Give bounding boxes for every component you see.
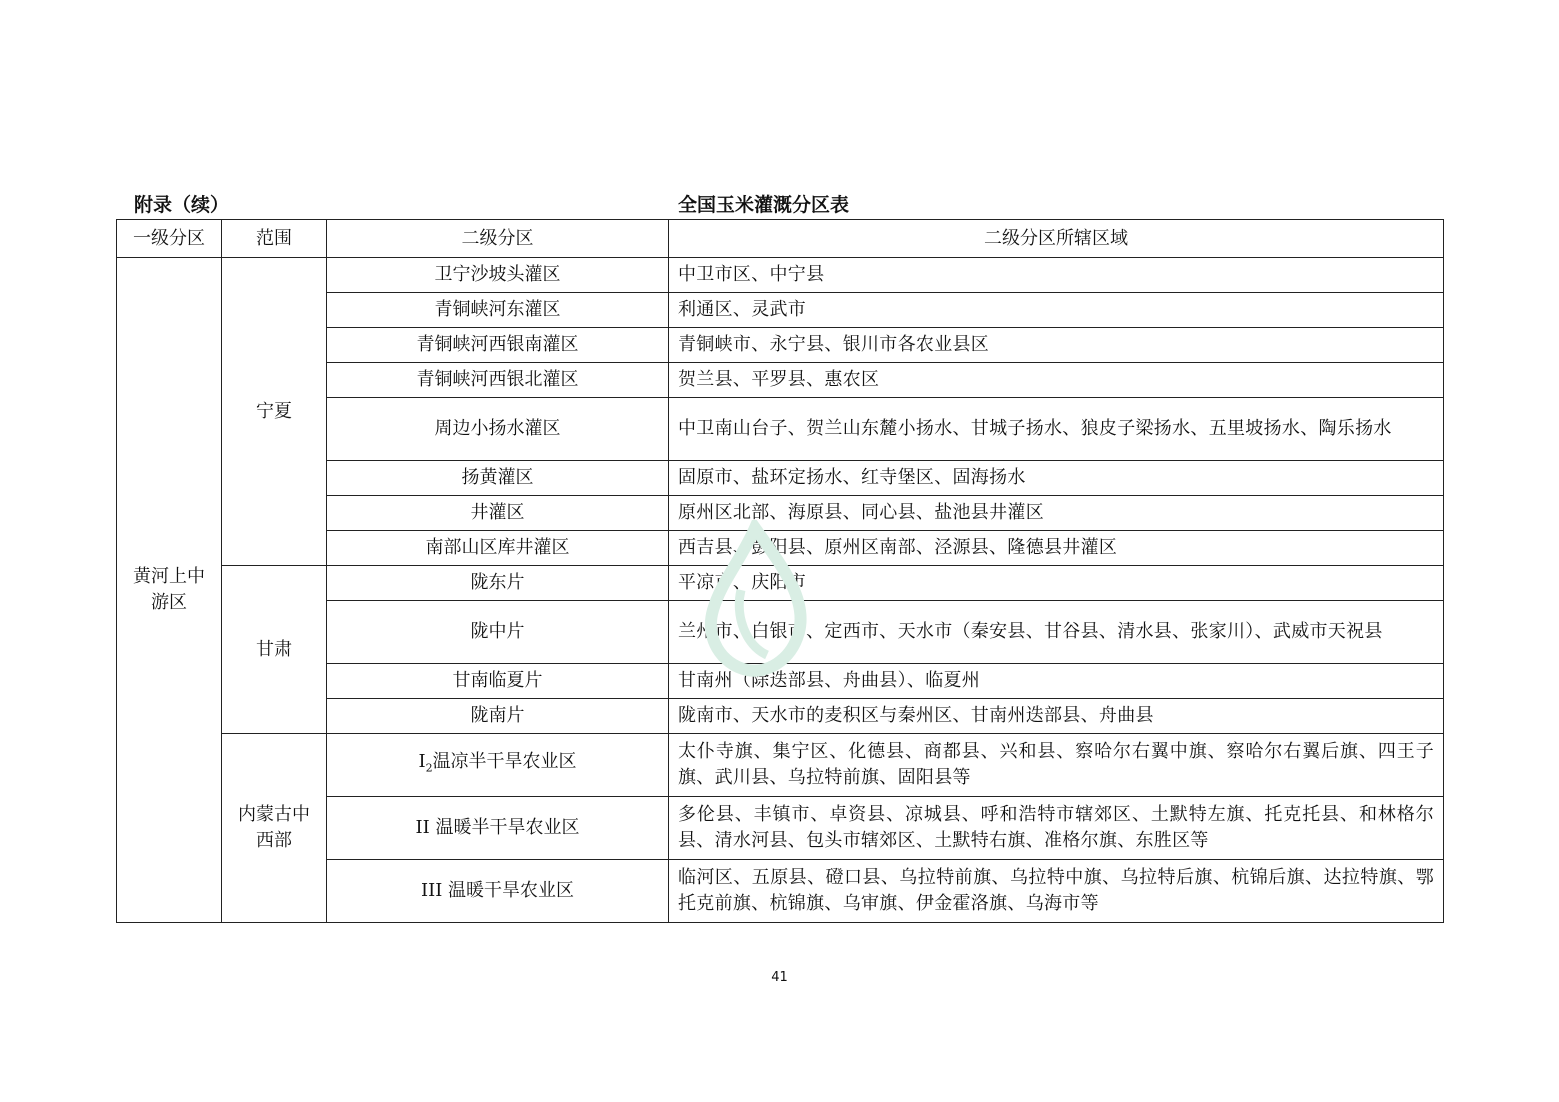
area-cell: 兰州市、白银市、定西市、天水市（秦安县、甘谷县、清水县、张家川）、武威市天祝县	[669, 601, 1444, 664]
irrigation-zoning-table	[116, 219, 1444, 923]
area-cell: 甘南州（除迭部县、舟曲县）、临夏州	[669, 664, 1444, 699]
secondary-zone-cell: 青铜峡河西银南灌区	[327, 328, 669, 363]
table-row	[117, 258, 1444, 293]
appendix-label: 附录（续）	[134, 194, 230, 216]
secondary-zone-cell: 青铜峡河西银北灌区	[327, 363, 669, 398]
area-cell: 中卫南山台子、贺兰山东麓小扬水、甘城子扬水、狼皮子梁扬水、五里坡扬水、陶乐扬水	[669, 398, 1444, 461]
area-cell: 中卫市区、中宁县	[669, 258, 1444, 293]
secondary-zone-cell: 陇中片	[327, 601, 669, 664]
page-number: 41	[771, 970, 788, 985]
zone-subscript: 2	[425, 761, 433, 775]
table-title: 全国玉米灌溉分区表	[678, 194, 850, 216]
scope-cell-ningxia: 宁夏	[222, 258, 327, 566]
scope-cell-neimenggu: 内蒙古中西部	[222, 734, 327, 923]
secondary-zone-cell: 甘南临夏片	[327, 664, 669, 699]
header-primary-zone: 一级分区	[117, 220, 222, 258]
area-cell: 平凉市、庆阳市	[669, 566, 1444, 601]
table-row	[117, 734, 1444, 797]
secondary-zone-cell: II 温暖半干旱农业区	[327, 797, 669, 860]
zone-roman-numeral: I	[418, 750, 426, 772]
secondary-zone-cell: III 温暖干旱农业区	[327, 860, 669, 923]
area-cell: 多伦县、丰镇市、卓资县、凉城县、呼和浩特市辖郊区、土默特左旗、托克托县、和林格尔县、清水河县、包头市辖郊区、土默特右旗、准格尔旗、东胜区等	[669, 797, 1444, 860]
area-cell: 陇南市、天水市的麦积区与秦州区、甘南州迭部县、舟曲县	[669, 699, 1444, 734]
area-cell: 原州区北部、海原县、同心县、盐池县井灌区	[669, 496, 1444, 531]
secondary-zone-cell	[327, 734, 669, 797]
secondary-zone-cell: 井灌区	[327, 496, 669, 531]
header-secondary-zone: 二级分区	[327, 220, 669, 258]
primary-zone-cell: 黄河上中游区	[117, 258, 222, 923]
header-scope: 范围	[222, 220, 327, 258]
area-cell: 西吉县、彭阳县、原州区南部、泾源县、隆德县井灌区	[669, 531, 1444, 566]
zone-name: 温凉半干旱农业区	[432, 750, 577, 772]
secondary-zone-cell: 陇南片	[327, 699, 669, 734]
secondary-zone-cell: 青铜峡河东灌区	[327, 293, 669, 328]
area-cell: 临河区、五原县、磴口县、乌拉特前旗、乌拉特中旗、乌拉特后旗、杭锦后旗、达拉特旗、鄂托克前旗、杭锦旗、乌审旗、伊金霍洛旗、乌海市等	[669, 860, 1444, 923]
header-secondary-area: 二级分区所辖区域	[669, 220, 1444, 258]
secondary-zone-cell: 陇东片	[327, 566, 669, 601]
area-cell: 青铜峡市、永宁县、银川市各农业县区	[669, 328, 1444, 363]
secondary-zone-cell: 周边小扬水灌区	[327, 398, 669, 461]
area-cell: 固原市、盐环定扬水、红寺堡区、固海扬水	[669, 461, 1444, 496]
area-cell: 利通区、灵武市	[669, 293, 1444, 328]
table-header-row	[117, 220, 1444, 258]
secondary-zone-cell: 南部山区库井灌区	[327, 531, 669, 566]
scope-cell-gansu: 甘肃	[222, 566, 327, 734]
area-cell: 贺兰县、平罗县、惠农区	[669, 363, 1444, 398]
secondary-zone-cell: 扬黄灌区	[327, 461, 669, 496]
secondary-zone-cell: 卫宁沙坡头灌区	[327, 258, 669, 293]
area-cell: 太仆寺旗、集宁区、化德县、商都县、兴和县、察哈尔右翼中旗、察哈尔右翼后旗、四王子旗、武川县、乌拉特前旗、固阳县等	[669, 734, 1444, 797]
table-row	[117, 566, 1444, 601]
